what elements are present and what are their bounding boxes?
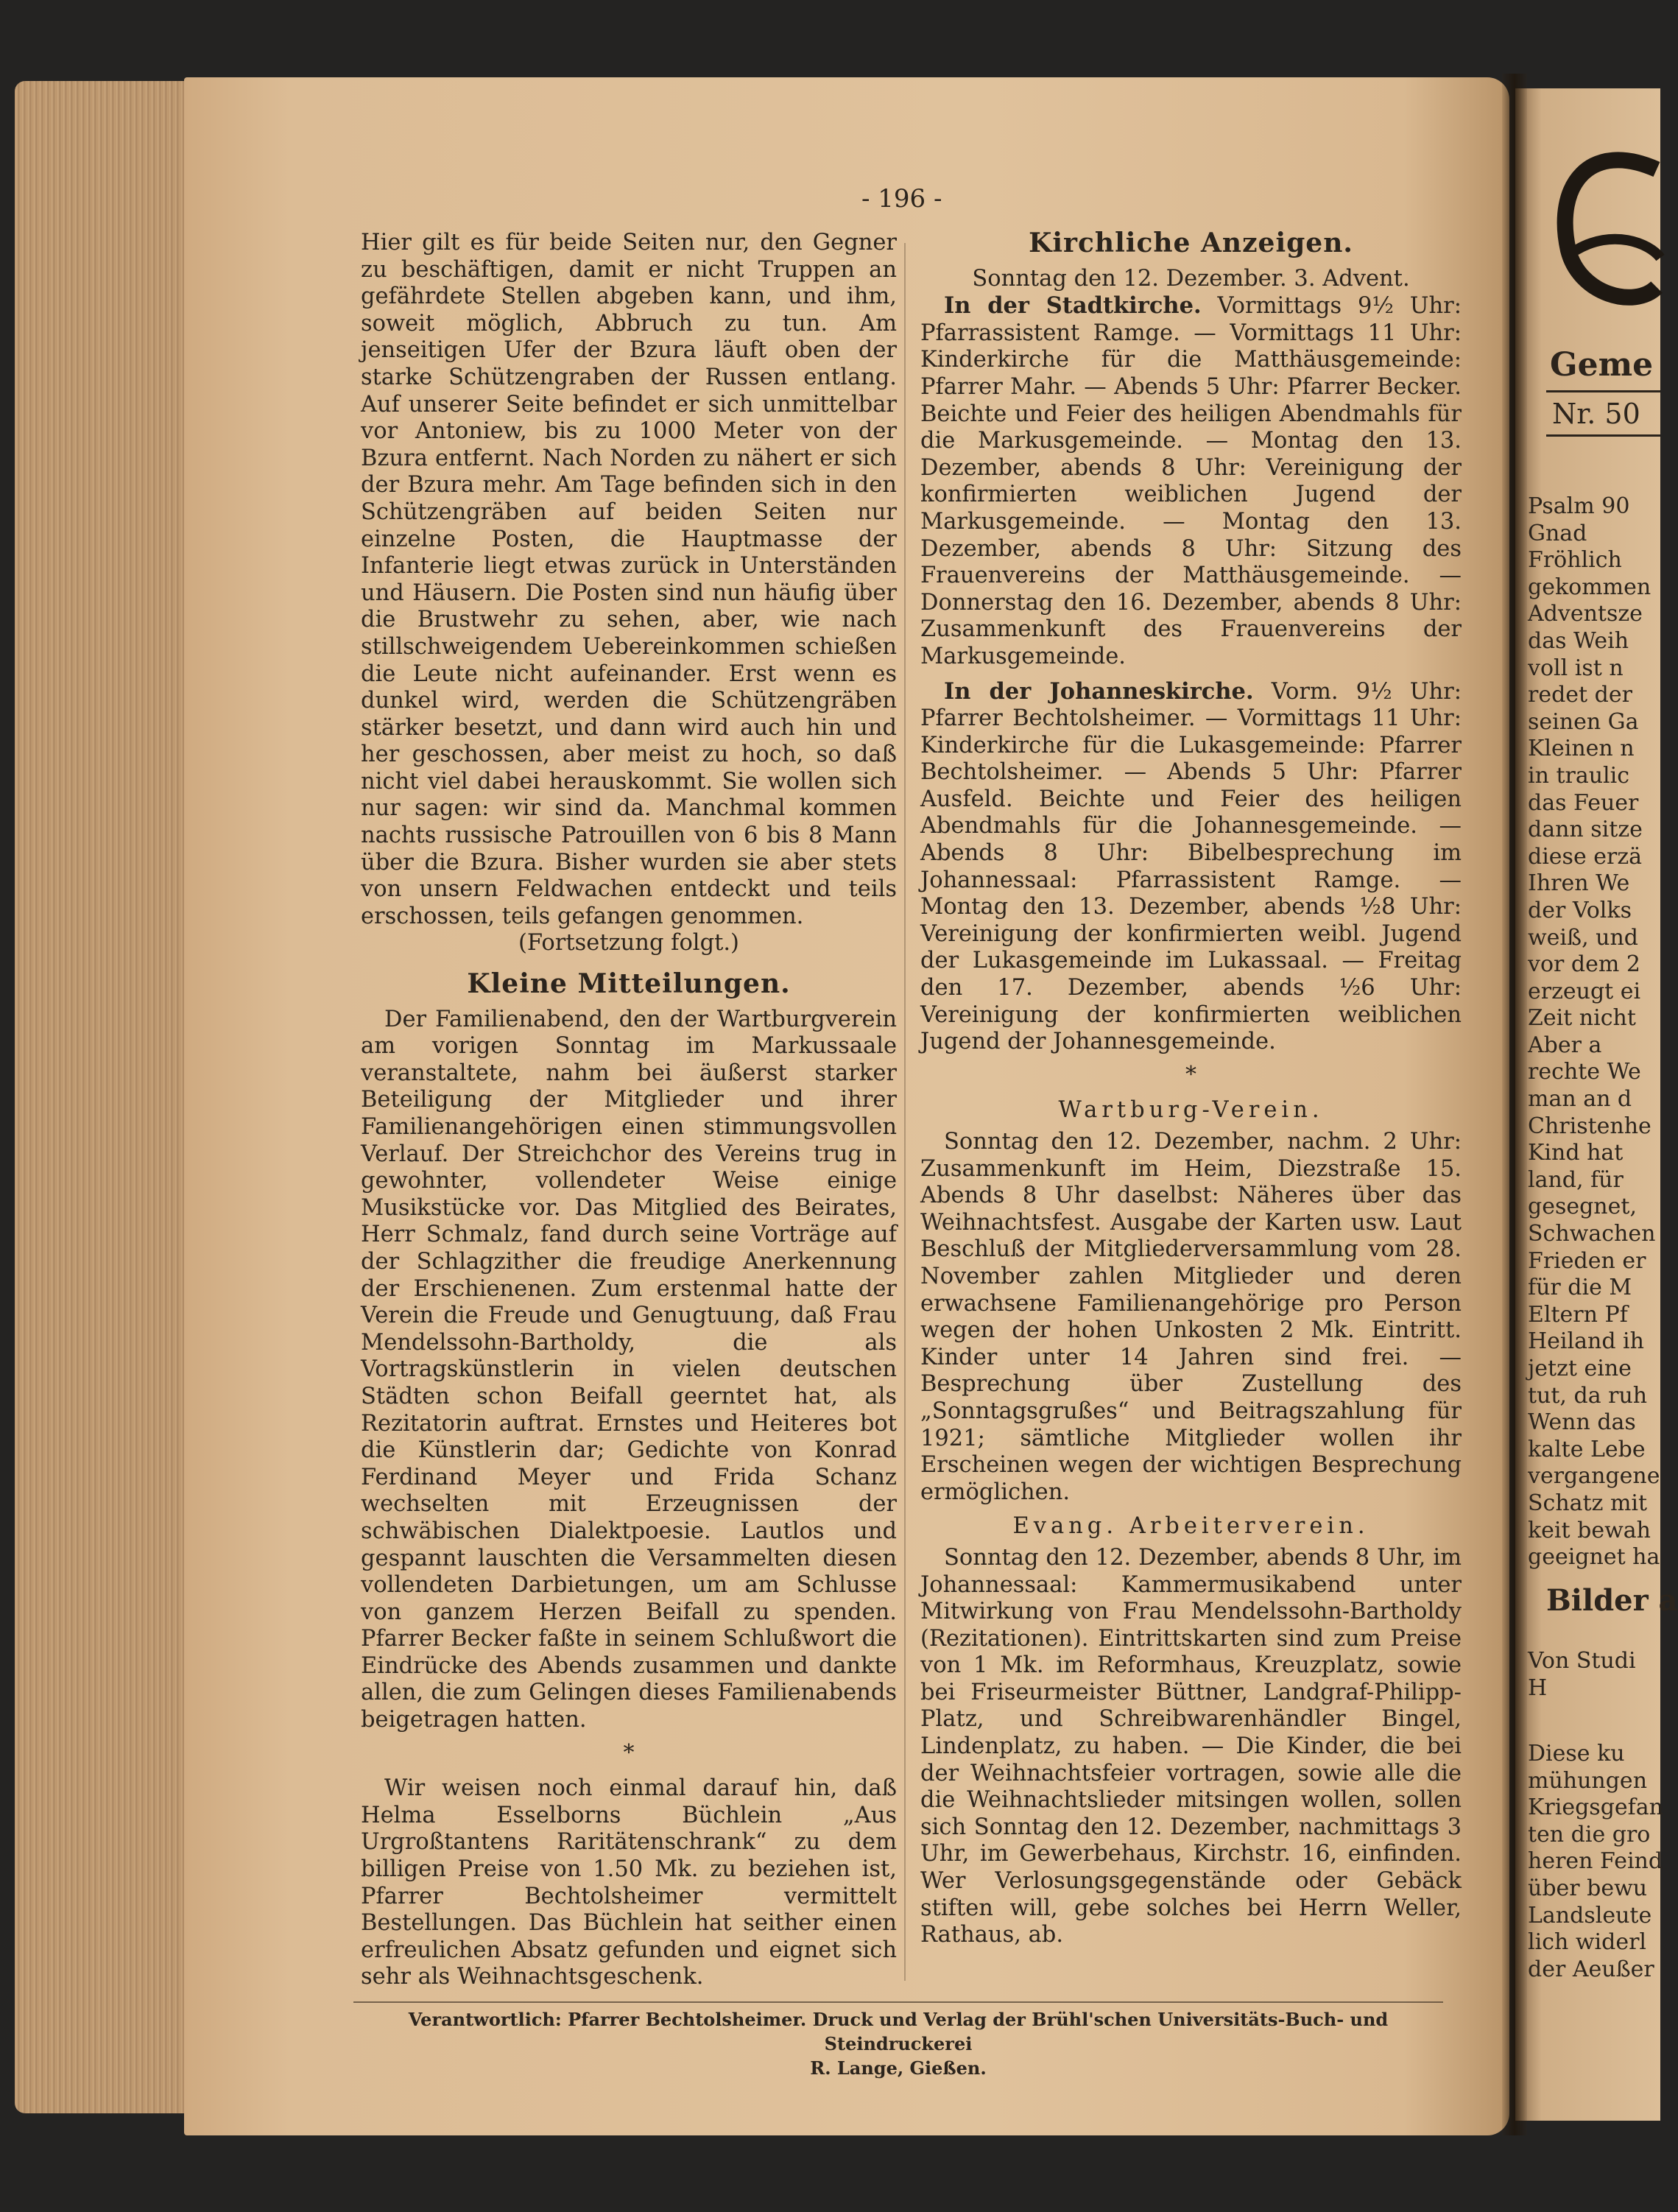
next-page-line: für die M bbox=[1528, 1275, 1632, 1301]
johanneskirche-text: Vorm. 9½ Uhr: Pfarrer Bechtolsheimer. — Vormittags 11 Uhr: Kinderkirche für die Lukasgemeinde: Pfarrer Bechtolsheimer. — Abends 5 Uhr: Pfarrer Ausfeld. Beichte und Feier des heiligen Abendmahls für die Johannesgemeinde. — Abends 8 Uhr: Bibelbesprechung im Johannessaal: Pfarrassistent Ramge. — Montag den 13. Dezember, abends ½8 Uhr: Vereinigung der konfirmierten weibl. Jugend der Lukasgemeinde im Lukassaal. — Freitag den 17. Dezember, abends ½6 Uhr: Vereinigung der konfirmierten weiblichen Jugend der Johannesgemeinde. bbox=[920, 678, 1462, 1055]
section-heading-kirchliche-anzeigen: Kirchliche Anzeigen. bbox=[1029, 228, 1353, 258]
next-page-line: gesegnet, bbox=[1528, 1194, 1637, 1220]
next-page-line: gekommen bbox=[1528, 574, 1651, 600]
masthead-rule-bottom bbox=[1546, 434, 1660, 437]
separator-star: * bbox=[623, 1739, 635, 1766]
next-page-line: jetzt eine bbox=[1528, 1356, 1632, 1381]
next-page-line: vor dem 2 bbox=[1528, 951, 1640, 978]
next-page-byline bbox=[1528, 1648, 1660, 1702]
column-divider bbox=[904, 243, 906, 1981]
next-page-line: land, für bbox=[1528, 1166, 1624, 1193]
continued-note: (Fortsetzung folgt.) bbox=[518, 930, 739, 957]
imprint-line-1: Verantwortlich: Pfarrer Bechtolsheimer. Druck und Verlag der Brühl'schen Universitäts-Buch- und Steindruckerei bbox=[408, 2009, 1389, 2054]
next-page-line: dann sitze bbox=[1528, 817, 1643, 843]
book-gutter bbox=[1502, 74, 1527, 2135]
right-column bbox=[920, 230, 1462, 1949]
left-column bbox=[361, 230, 897, 1991]
arbeiterverein-paragraph: Sonntag den 12. Dezember, abends 8 Uhr, im Johannessaal: Kammermusikabend unter Mitwirkung von Frau Mendelssohn-Bartholdy (Rezitationen). Eintrittskarten sind zum Preise von 1 Mk. im Reformhaus, Kreuzplatz, sowie bei Friseurmeister Büttner, Landgraf-Philipp-Platz, und Schreibwarenhändler Bingel, Lindenplatz, zu haben. — Die Kinder, die bei der Weihnachtsfeier vortragen, sowie alle die die Weihnachtslieder mitsingen wollen, sollen sich Sonntag den 12. Dezember, nachmittags 3 Uhr, im Gewerbehaus, Kirchstr. 16, einfinden. Wer Verlosungsgegenstände oder Gebäck stiften will, gebe solches bei Herrn Weller, Rathaus, ab. bbox=[920, 1544, 1462, 1948]
next-page-line: Gnad bbox=[1528, 520, 1587, 546]
next-page-line: Fröhlich bbox=[1528, 547, 1622, 574]
next-page-line: lich widerl bbox=[1528, 1929, 1647, 1956]
next-page-line: Adventsze bbox=[1528, 601, 1643, 627]
next-page-line: der Volks bbox=[1528, 897, 1632, 923]
next-page-text-bottom bbox=[1528, 1741, 1663, 1983]
next-page-issue: Nr. 50 bbox=[1552, 398, 1640, 430]
arbeiterverein-heading: Evang. Arbeiterverein. bbox=[1012, 1513, 1369, 1540]
next-page-line: Kleinen n bbox=[1528, 736, 1635, 762]
masthead-ornament bbox=[1546, 140, 1660, 346]
stadtkirche-paragraph bbox=[920, 292, 1462, 670]
next-page-line: tut, da ruh bbox=[1528, 1382, 1648, 1409]
imprint-line-2: R. Lange, Gießen. bbox=[810, 2057, 987, 2079]
buechlein-paragraph: Wir weisen noch einmal darauf hin, daß Helma Esselborns Büchlein „Aus Urgroßtantens Raritätenschrank“ zu dem billigen Preise von 1.50 Mk. zu beziehen ist, Pfarrer Bechtolsheimer vermittelt Bestellungen. Das Büchlein hat seither einen erfreulichen Absatz gefunden und eignet sich sehr als Weihnachtsgeschenk. bbox=[361, 1775, 897, 1990]
next-page-text-top bbox=[1528, 493, 1660, 1571]
wartburg-heading: Wartburg-Verein. bbox=[1058, 1097, 1324, 1124]
stadtkirche-text: Vormittags 9½ Uhr: Pfarrassistent Ramge. — Vormittags 11 Uhr: Kinderkirche für die Matthäusgemeinde: Pfarrer Mahr. — Abends 5 Uhr: Pfarrer Becker. Beichte und Feier des heiligen Abendmahls für die Markusgemeinde. — Montag den 13. Dezember, abends 8 Uhr: Vereinigung der konfirmierten weiblichen Jugend der Markusgemeinde. — Montag den 13. Dezember, abends 8 Uhr: Sitzung des Frauenvereins der Matthäusgemeinde. — Donnerstag den 16. Dezember, abends 8 Uhr: Zusammenkunft des Frauenvereins der Markusgemeinde. bbox=[920, 293, 1462, 669]
next-page-line: man an d bbox=[1528, 1086, 1632, 1113]
next-page-line: H bbox=[1528, 1674, 1548, 1701]
next-page-line: Diese ku bbox=[1528, 1741, 1625, 1767]
johanneskirche-label: In der Johanneskirche. bbox=[944, 677, 1254, 705]
next-page-line: Aber a bbox=[1528, 1032, 1602, 1058]
next-page-line: ten die gro bbox=[1528, 1821, 1651, 1848]
next-page-line: Ihren We bbox=[1528, 870, 1630, 897]
date-line: Sonntag den 12. Dezember. 3. Advent. bbox=[972, 265, 1410, 292]
next-page-line: Christenhe bbox=[1528, 1113, 1651, 1139]
next-page-line: Schwachen bbox=[1528, 1221, 1656, 1247]
next-page-line: seinen Ga bbox=[1528, 708, 1639, 735]
next-page-line: Kriegsgefan bbox=[1528, 1794, 1663, 1821]
next-page-line: das Feuer bbox=[1528, 789, 1639, 816]
wartburg-paragraph: Sonntag den 12. Dezember, nachm. 2 Uhr: Zusammenkunft im Heim, Diezstraße 15. Abends 8 Uhr daselbst: Näheres über das Weihnachtsfest. Ausgabe der Karten usw. Laut Beschluß der Mitgliederversammlung vom 28. November zahlen Mitglieder und deren erwachsene Familienangehörige pro Person wegen der hohen Unkosten 2 Mk. Eintritt. Kinder unter 14 Jahren sind frei. — Besprechung über Zustellung des „Sonntagsgrußes“ und Beitragszahlung für 1921; sämtliche Mitglieder wollen ihr Erscheinen wegen der wichtigen Besprechung ermöglichen. bbox=[920, 1129, 1462, 1505]
next-page-line: Frieden er bbox=[1528, 1247, 1646, 1274]
imprint-footer bbox=[353, 2007, 1443, 2080]
next-page-line: Eltern Pf bbox=[1528, 1301, 1628, 1328]
familienabend-paragraph: Der Familienabend, den der Wartburgverein am vorigen Sonntag im Markussaale veranstaltete, nahm bei äußerst starker Beteiligung der Mitglieder und ihrer Familienangehörigen einen stimmungsvollen Verlauf. Der Streichchor des Vereins trug in gewohnter, vollendeter Weise einige Musikstücke vor. Das Mitglied des Beirates, Herr Schmalz, fand durch seine Vorträge auf der Schlagzither die freudige Anerkennung der Erschienenen. Zum erstenmal hatte der Verein die Freude und Genugtuung, daß Frau Mendelssohn-Bartholdy, die als Vortragskünstlerin in vielen deutschen Städten schon Beifall geerntet hat, als Rezitatorin auftrat. Ernstes und Heiteres bot die Künstlerin dar; Gedichte von Konrad Ferdinand Meyer und Frida Schanz wechselten mit Erzeugnissen der schwäbischen Dialektpoesie. Lautlos und gespannt lauschten die Versammelten diesen vollendeten Darbietungen, um am Schlusse von ganzem Herzen Beifall zu spenden. Pfarrer Becker faßte in seinem Schlußwort die Eindrücke des Abends zusammen und dankte allen, die zum Gelingen dieses Familienabends beigetragen hatten. bbox=[361, 1006, 897, 1733]
next-page-line: rechte We bbox=[1528, 1059, 1641, 1085]
next-page-line: Landsleute bbox=[1528, 1902, 1652, 1929]
next-page-line: Zeit nicht bbox=[1528, 1005, 1636, 1032]
next-page-line: vergangene bbox=[1528, 1463, 1660, 1490]
next-page-line: voll ist n bbox=[1528, 655, 1624, 681]
page-number: - 196 - bbox=[861, 184, 942, 214]
next-page-line: redet der bbox=[1528, 682, 1632, 708]
next-page-line: weiß, und bbox=[1528, 924, 1638, 951]
next-page-line: geeignet ha bbox=[1528, 1544, 1660, 1571]
next-page-line: diese erzä bbox=[1528, 843, 1643, 870]
next-page-line: in traulic bbox=[1528, 762, 1630, 789]
next-page-line: keit bewah bbox=[1528, 1517, 1651, 1543]
next-page-line: Psalm 90 bbox=[1528, 493, 1630, 519]
war-report-paragraph: Hier gilt es für beide Seiten nur, den Gegner zu beschäftigen, damit er nicht Truppen an gefährdete Stellen abgeben kann, und ihm, soweit möglich, Abbruch zu tun. Am jenseitigen Ufer der Bzura läuft oben der starke Schützengraben der Russen entlang. Auf unserer Seite befindet er sich unmittelbar vor Antoniew, bis zu 1000 Meter von der Bzura entfernt. Nach Norden zu nähert er sich der Bzura mehr. Am Tage befinden sich in den Schützengräben auf beiden Seiten nur einzelne Posten, die Hauptmasse der Infanterie liegt etwas zurück in Unterständen und Häusern. Die Posten sind nun häufig über die Brustwehr zu sehen, aber, wie nach stillschweigendem Uebereinkommen schießen die Leute nicht aufeinander. Erst wenn es dunkel wird, werden die Schützengräben stärker besetzt, und dann wird auch hin und her geschossen, aber meist zu hoch, so daß nicht viel dabei herauskommt. Sie wollen sich nur sagen: wir sind da. Manchmal kommen nachts russische Patrouillen von 6 bis 8 Mann über die Bzura. Bisher wurden sie aber stets von unsern Feldwachen entdeckt und teils erschossen, teils gefangen genommen. bbox=[361, 230, 897, 929]
next-page-title: Geme bbox=[1550, 346, 1654, 384]
next-page-line: kalte Lebe bbox=[1528, 1436, 1646, 1462]
next-page-line: Kind hat bbox=[1528, 1140, 1624, 1166]
next-page-line: der Aeußer bbox=[1528, 1956, 1654, 1982]
footer-rule bbox=[353, 2001, 1443, 2003]
separator-star: * bbox=[1185, 1061, 1196, 1088]
book-page-edges bbox=[15, 81, 186, 2113]
next-page-line: das Weih bbox=[1528, 627, 1629, 654]
next-page-line: Schatz mit bbox=[1528, 1490, 1648, 1516]
next-page-line: Heiland ih bbox=[1528, 1328, 1644, 1355]
next-page-line: mühungen bbox=[1528, 1767, 1648, 1794]
next-page-line: Von Studi bbox=[1528, 1648, 1636, 1674]
section-heading-kleine-mitteilungen: Kleine Mitteilungen. bbox=[467, 968, 791, 1000]
next-page-line: Wenn das bbox=[1528, 1409, 1636, 1436]
johanneskirche-paragraph bbox=[920, 678, 1462, 1056]
next-page-line: über bewu bbox=[1528, 1875, 1648, 1901]
masthead-rule-top bbox=[1546, 390, 1660, 392]
next-page-heading: Bilder a bbox=[1546, 1583, 1678, 1618]
stadtkirche-label: In der Stadtkirche. bbox=[944, 292, 1202, 320]
next-page-line: heren Feind bbox=[1528, 1848, 1663, 1875]
next-page-line: erzeugt ei bbox=[1528, 978, 1641, 1004]
